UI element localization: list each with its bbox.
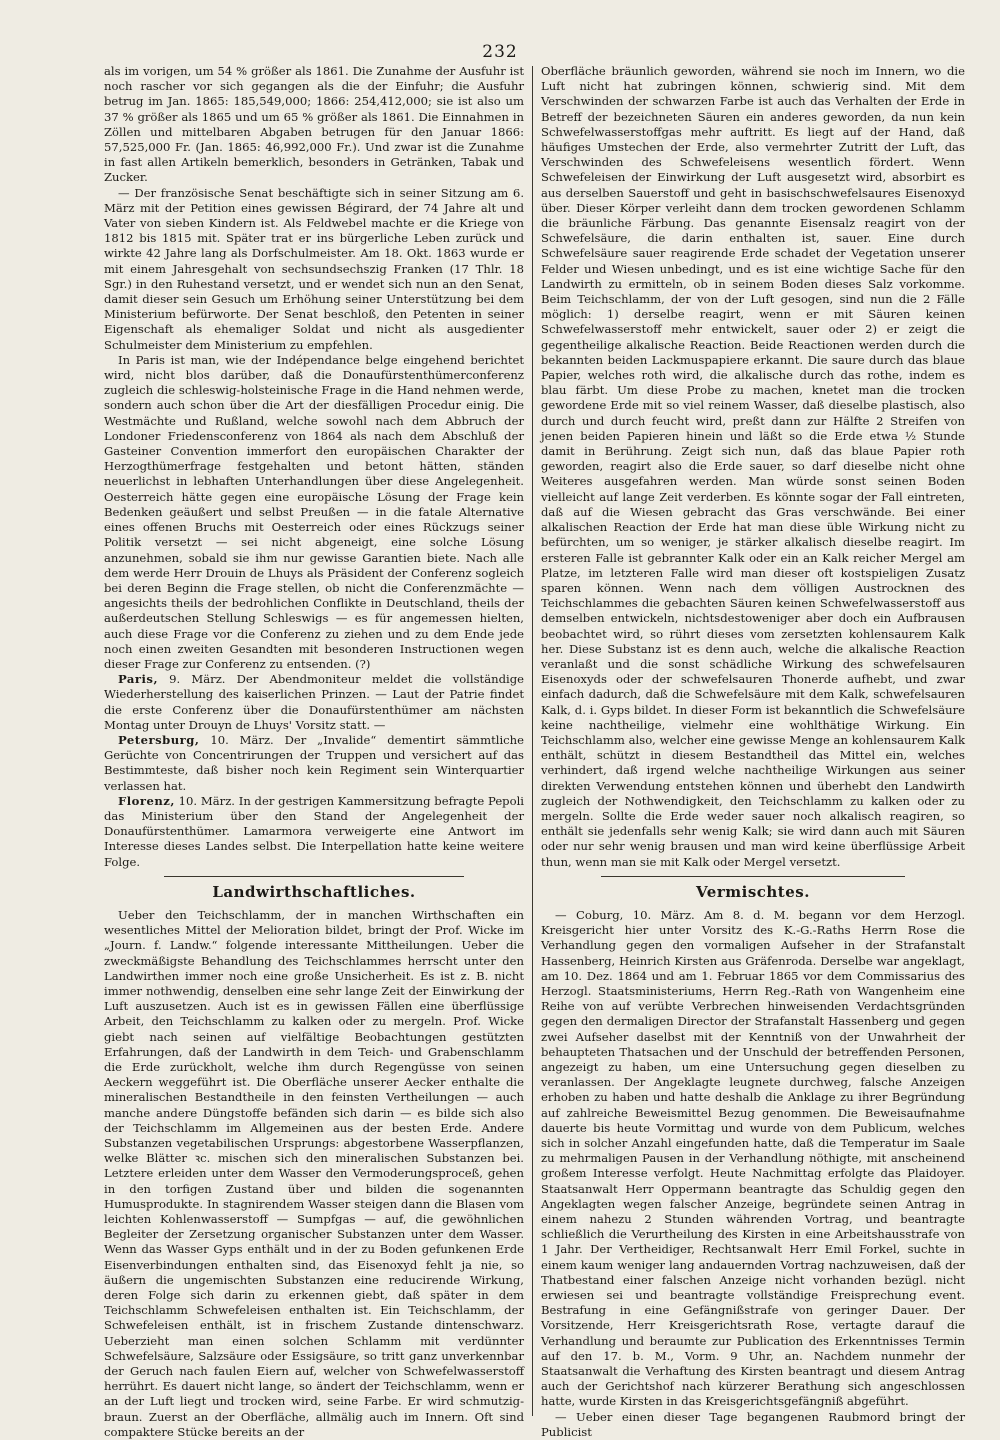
right-column xyxy=(541,64,965,1440)
column-divider xyxy=(532,66,533,1416)
article-paragraph: — Coburg, 10. März. Am 8. d. M. begann vor dem Herzogl. Kreisgericht hier unter Vorsitz des K.-G.-Raths Herrn Rose die Verhandlung gegen den vormaligen Aufseher in der Strafanstalt Hassenberg, Heinrich Kirsten aus Gräfenroda. Derselbe war angeklagt, am 10. Dez. 1864 und am 1. Februar 1865 vor dem Commissarius des Herzogl. Staatsministeriums, Herrn Reg.-Rath von Wangenheim eine Reihe von auf verübte Verbrechen hinweisenden Verdachtsgründen gegen den dermaligen Director der Strafanstalt Hassenberg und gegen zwei Aufseher daselbst mit der Kenntniß von der Unwahrheit der behaupteten Thatsachen und der Unschuld der betreffenden Personen, angezeigt zu haben, um eine Untersuchung gegen dieselben zu veranlassen. Der Angeklagte leugnete durchweg, falsche Anzeigen erhoben zu haben und hatte deshalb die Anklage zu ihrer Begründung auf zahlreiche Beweismittel Bezug genommen. Die Beweisaufnahme dauerte bis heute Vormittag und wurde von dem Publicum, welches sich in solcher Anzahl eingefunden hatte, daß die Temperatur im Saale zu mehrmaligen Pausen in der Verhandlung nöthigte, mit anscheinend großem Interesse verfolgt. Heute Nachmittag erfolgte das Plaidoyer. Staatsanwalt Herr Oppermann beantragte das Schuldig gegen den Angeklagten wegen falscher Anzeige, begründete seinen Antrag in einem nahezu 2 Stunden währenden Vortrag, und beantragte schließlich die Verurtheilung des Kirsten in eine Arbeitshausstrafe von 1 Jahr. Der Vertheidiger, Rechtsanwalt Herr Emil Forkel, suchte in einem kaum weniger lang andauernden Vortrag nachzuweisen, daß der Thatbestand einer falschen Anzeige nicht vorhanden bezügl. nicht erwiesen sei und beantragte vollständige Freisprechung event. Bestrafung in eine Gefängnißstrafe von geringer Dauer. Der Vorsitzende, Herr Kreisgerichtsrath Rose, vertagte darauf die Verhandlung und beraumte zur Publication des Erkenntnisses Termin auf den 17. b. M., Vorm. 9 Uhr, an. Nachdem nunmehr der Staatsanwalt die Verhaftung des Kirsten beantragt und diesem Antrag auch der Gerichtshof nach kürzerer Berathung sich angeschlossen hatte, wurde Kirsten in das Kreisgerichtsgefängniß abgeführt. xyxy=(541,907,965,1409)
dispatch-text: 9. März. Der Abendmoniteur meldet die vollständige Wiederherstellung des kaiserlichen Prinzen. — Laut der Patrie findet die erste Conferenz über die Donaufürstenthümer am nächsten Montag unter Drouyn de Lhuys' Vorsitz statt. — xyxy=(104,672,524,732)
section-separator xyxy=(164,876,464,877)
dispatch-place: Paris, xyxy=(118,672,158,687)
article-paragraph: — Der französische Senat beschäftigte sich in seiner Sitzung am 6. März mit der Petition eines gewissen Bégirard, der 74 Jahre alt und Vater von sieben Kindern ist. Als Feldwebel machte er die Kriege von 1812 bis 1815 mit. Später trat er ins bürgerliche Leben zurück und wirkte 42 Jahre lang als Dorfschulmeister. Am 18. Okt. 1863 wurde er mit einem Jahresgehalt von sechsundsechszig Franken (17 Thlr. 18 Sgr.) in den Ruhestand versetzt, und er wendet sich nun an den Senat, damit dieser sein Gesuch um Erhöhung seiner Unterstützung bei dem Ministerium befürworte. Der Senat beschloß, den Petenten in seiner Eigenschaft als ehemaliger Soldat und nicht als ausgedienter Schulmeister dem Ministerium zu empfehlen. xyxy=(104,185,524,352)
dispatch-place: Florenz, xyxy=(118,793,175,808)
section-separator xyxy=(601,876,905,877)
dispatch-text: 10. März. Der „Invalide“ dementirt sämmtliche Gerüchte von Concentrirungen der Truppen und versichert auf das Bestimmteste, daß bisher noch kein Regiment sein Winterquartier verlassen hat. xyxy=(104,732,524,793)
article-paragraph: Ueber den Teichschlamm, der in manchen Wirthschaften ein wesentliches Mittel der Melioration bildet, bringt der Prof. Wicke im „Journ. f. Landw.“ folgende interessante Mittheilungen. Ueber die zweckmäßigste Behandlung des Teichschlammes herrscht unter den Landwirthen immer noch eine große Unsicherheit. Es ist z. B. nicht immer nothwendig, denselben eine sehr lange Zeit der Einwirkung der Luft auszusetzen. Auch ist es in gewissen Fällen eine überflüssige Arbeit, den Teichschlamm zu kalken oder zu mergeln. Prof. Wicke giebt nach seinen auf vielfältige Beobachtungen gestützten Erfahrungen, daß der Landwirth in dem Teich- und Grabenschlamm die Erde zurückholt, welche ihm durch Regengüsse von seinen Aeckern weggeführt ist. Die Oberfläche unserer Aecker enthalte die mineralischen Bestandtheile in den feinsten Vertheilungen — auch manche andere Düngstoffe befänden sich darin — es bilde sich also der Teichschlamm im Allgemeinen aus der besten Erde. Andere Substanzen vegetabilischen Ursprungs: abgestorbene Wasserpflanzen, welke Blätter ꝛc. mischen sich den mineralischen Substanzen bei. Letztere erleiden unter dem Wasser den Vermoderungsproceß, gehen in den torfigen Zustand über und bilden die sogenannten Humusprodukte. In stagnirendem Wasser steigen dann die Blasen vom leichten Kohlenwasserstoff — Sumpfgas — auf, die gewöhnlichen Begleiter der Zersetzung organischer Substanzen unter dem Wasser. Wenn das Wasser Gyps enthält und in der zu Boden gefunkenen Erde Eisenverbindungen enthalten sind, das Eisenoxyd fehlt ja nie, so äußern die ungemischten Substanzen eine reducirende Wirkung, deren Folge sich darin zu erkennen giebt, daß später in dem Teichschlamm Schwefeleisen enthalten ist. Ein Teichschlamm, der Schwefeleisen enthält, ist in frischem Zustande dintenschwarz. Ueberzieht man einen solchen Schlamm mit verdünnter Schwefelsäure, Salzsäure oder Essigsäure, so tritt ganz unverkennbar der Geruch nach faulen Eiern auf, welcher von Schwefelwasserstoff herrührt. Es dauert nicht lange, so ändert der Teichschlamm, wenn er an der Luft liegt und trocken wird, seine Farbe. Er wird schmutzig-braun. Zuerst an der Oberfläche, allmälig auch im Innern. Oft sind compaktere Stücke bereits an der xyxy=(104,907,524,1439)
dispatch-place: Petersburg, xyxy=(118,732,200,747)
article-paragraph: Oberfläche bräunlich geworden, während sie noch im Innern, wo die Luft nicht hat zubringen können, schwierig sind. Mit dem Verschwinden der schwarzen Farbe ist auch das Verhalten der Erde in Betreff der bezeichneten Säuren ein anderes geworden, da nun kein Schwefelwasserstoffgas mehr auftritt. Es liegt auf der Hand, daß häufiges Umstechen der Erde, also vermehrter Zutritt der Luft, das Verschwinden des Schwefeleisens wesentlich fördert. Wenn Schwefeleisen der Einwirkung der Luft ausgesetzt wird, absorbirt es aus derselben Sauerstoff und geht in basischschwefelsaures Eisenoxyd über. Dieser Körper verleiht dann dem trocken gewordenen Schlamm die bräunliche Färbung. Das genannte Eisensalz reagirt von der Schwefelsäure, die darin enthalten ist, sauer. Eine durch Schwefelsäure sauer reagirende Erde schadet der Vegetation unserer Felder und Wiesen unbedingt, und es ist eine wichtige Sache für den Landwirth zu ermitteln, ob in seinem Boden dieses Salz vorkomme. Beim Teichschlamm, der von der Luft gesogen, sind nun die 2 Fälle möglich: 1) derselbe reagirt, wenn er mit Säuren keinen Schwefelwasserstoff mehr entwickelt, sauer oder 2) er zeigt die gegentheilige alkalische Reaction. Beide Reactionen werden durch die bekannten beiden Lackmuspapiere erkannt. Die saure durch das blaue Papier, welches roth wird, die alkalische durch das rothe, indem es blau färbt. Um diese Probe zu machen, knetet man die trocken gewordene Erde mit so viel reinem Wasser, daß dieselbe plastisch, also durch und durch feucht wird, preßt dann zur Hälfte 2 Streifen von jenen beiden Papieren hinein und läßt so die Erde etwa ½ Stunde damit in Berührung. Zeigt sich nun, daß das blaue Papier roth geworden, reagirt also die Erde sauer, so darf dieselbe nicht ohne Weiteres ausgefahren werden. Man würde sonst seinen Boden vielleicht auf lange Zeit verderben. Es könnte sogar der Fall eintreten, daß auf die Wiesen gebracht das Gras verschwände. Bei einer alkalischen Reaction der Erde hat man diese üble Wirkung nicht zu befürchten, um so weniger, je stärker alkalisch dieselbe reagirt. Im ersteren Falle ist gebrannter Kalk oder ein an Kalk reicher Mergel am Platze, im letzteren Falle wird man dieser oft kostspieligen Zusatz sparen können. Wenn nach dem völligen Austrocknen des Teichschlammes die gebachten Säuren keinen Schwefelwasserstoff aus demselben entwickeln, nichtsdestoweniger aber doch ein Aufbrausen beobachtet wird, so rührt dieses vom zersetzten kohlensaurem Kalk her. Diese Substanz ist es denn auch, welche die alkalische Reaction veranlaßt und die sonst schädliche Wirkung des schwefelsauren Eisenoxyds oder der schwefelsauren Thonerde aufhebt, und zwar einfach dadurch, daß die Schwefelsäure mit dem Kalk, schwefelsauren Kalk, d. i. Gyps bildet. In dieser Form ist bekanntlich die Schwefelsäure keine nachtheilige, vielmehr eine wohlthätige Wirkung. Ein Teichschlamm also, welcher eine gewisse Menge an kohlensaurem Kalk enthält, schützt in diesem Bestandtheil das Mittel ein, welches verhindert, daß irgend welche nachtheilige Wirkungen aus seiner direkten Verwendung entstehen können und überhebt den Landwirth zugleich der Nothwendigkeit, den Teichschlamm zu kalken oder zu mergeln. Sollte die Erde weder sauer noch alkalisch reagiren, so enthält sie jedenfalls sehr wenig Kalk; sie wird dann auch mit Säuren oder nur sehr wenig brausen und man wird keine überflüssige Arbeit thun, wenn man sie mit Kalk oder Mergel versetzt. xyxy=(541,64,965,869)
left-column xyxy=(104,64,524,1440)
article-paragraph: als im vorigen, um 54 % größer als 1861. Die Zunahme der Ausfuhr ist noch rascher vor sich gegangen als die der Einfuhr; die Ausfuhr betrug im Jan. 1865: 185,549,000; 1866: 254,412,000; sie ist also um 37 % größer als 1865 und um 65 % größer als 1861. Die Einnahmen in Zöllen und mittelbaren Abgaben betrugen für den Januar 1866: 57,525,000 Fr. (Jan. 1865: 46,992,000 Fr.). Und zwar ist die Zunahme in fast allen Artikeln bemerklich, besonders in Getränken, Tabak und Zucker. xyxy=(104,64,524,185)
dispatch xyxy=(104,733,524,794)
dispatch xyxy=(104,672,524,733)
dispatch xyxy=(104,794,524,870)
article-paragraph: In Paris ist man, wie der Indépendance belge eingehend berichtet wird, nicht blos darüber, daß die Donaufürstenthümerconferenz zugleich die schleswig-holsteinische Frage in die Hand nehmen werde, sondern auch schon über die Art der diesfälligen Procedur einig. Die Westmächte und Rußland, welche sowohl nach dem Abbruch der Londoner Friedensconferenz von 1864 als nach dem Abschluß der Gasteiner Convention immerfort den europäischen Charakter der Herzogthümerfrage festgehalten und betont hätten, ständen neuerlichst in lebhaften Unterhandlungen über diese Angelegenheit. Oesterreich hätte gegen eine europäische Lösung der Frage kein Bedenken geäußert und selbst Preußen — in die fatale Alternative eines offenen Bruchs mit Oesterreich oder eines Rückzugs seiner Politik versetzt — sei nicht abgeneigt, eine solche Lösung anzunehmen, sobald sie ihm nur gewisse Garantien biete. Nach alle dem werde Herr Drouin de Lhuys als Präsident der Conferenz sogleich bei deren Beginn die Frage stellen, ob nicht die Conferenzmächte — angesichts theils der bedrohlichen Conflikte in Deutschland, theils der außerdeutschen Stellung Schleswigs — es für angemessen hielten, auch diese Frage vor die Conferenz zu ziehen und zu dem Ende jede noch einen zweiten Gesandten mit besonderen Instructionen wegen dieser Frage zur Conferenz zu entsenden. (?) xyxy=(104,352,524,671)
article-paragraph: — Ueber einen dieser Tage begangenen Raubmord bringt der Publicist xyxy=(541,1409,965,1439)
section-heading: Landwirthschaftliches. xyxy=(212,882,416,901)
section-heading: Vermischtes. xyxy=(696,882,810,901)
dispatch-text: 10. März. In der gestrigen Kammersitzung befragte Pepoli das Ministerium über den Stand der Angelegenheit der Donaufürstenthümer. Lamarmora verweigerte eine Antwort im Interesse dieses Landes selbst. Die Interpellation hatte keine weitere Folge. xyxy=(104,793,524,869)
page-number: 232 xyxy=(482,42,518,62)
